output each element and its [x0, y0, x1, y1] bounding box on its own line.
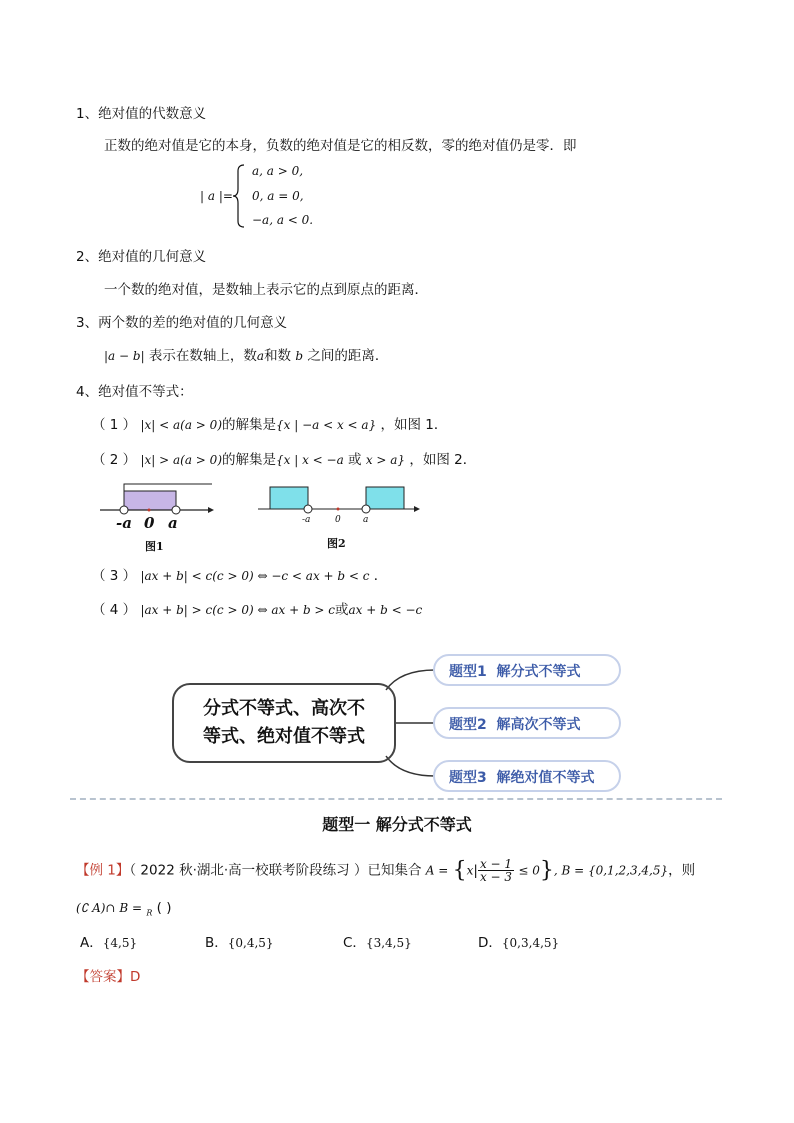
fig1-label-neg-a: -a — [116, 514, 132, 532]
fig2-label-a: a — [363, 515, 369, 525]
section-2-text: 一个数的绝对值，是数轴上表示它的点到原点的距离． — [104, 282, 428, 298]
formula-case-1: a, a > 0, — [252, 164, 304, 178]
inequality-item-2: （ 2 ） |x| > a(a > 0)的解集是{x | x < −a 或 x > a} ，如图 2． — [92, 452, 477, 468]
option-c[interactable]: C．{3,4,5} — [343, 935, 412, 951]
option-b[interactable]: B．{0,4,5} — [205, 935, 274, 951]
part-title: 题型一 解分式不等式 — [322, 815, 472, 834]
mindmap-center-node — [172, 683, 396, 763]
option-a[interactable]: A．{4,5} — [80, 935, 138, 951]
example-1-question: (∁ A)∩ B = $_R$ ( ) — [76, 900, 172, 918]
example-1-statement: 【例 1】（ 2022 秋·湖北·高一校联考阶段练习 ）已知集合 A = {x| $\frac{x - 1}{x - 3}$ ≤ 0}, B = {0,1,2,3,4,5}，则 — [76, 857, 696, 884]
option-d[interactable]: D．{0,3,4,5} — [478, 935, 560, 951]
number-line-figure-1 — [96, 478, 220, 522]
section-1-text: 正数的绝对值是它的本身，负数的绝对值是它的相反数，零的绝对值仍是零．即 — [104, 138, 577, 154]
section-4-heading: 4、绝对值不等式： — [76, 384, 193, 400]
mindmap-center-line-1: 分式不等式、高次不 — [203, 698, 365, 719]
curly-brace-icon — [232, 163, 246, 229]
example-tag: 【例 1】 — [76, 862, 130, 879]
formula-lhs: | a |= — [200, 189, 233, 203]
abs-diff-math: |a − b| — [104, 349, 145, 363]
fig2-label-neg-a: -a — [302, 515, 311, 525]
formula-case-3: −a, a < 0. — [252, 213, 314, 227]
mindmap-node-3: 题型3 解绝对值不等式 — [433, 760, 621, 792]
answer-tag: 【答案】 — [76, 969, 130, 985]
section-1-heading: 1、绝对值的代数意义 — [76, 106, 207, 122]
inequality-item-3: （ 3 ） |ax + b| < c(c > 0) ⇔ −c < ax + b < c ． — [92, 568, 388, 584]
inequality-item-1: （ 1 ） |x| < a(a > 0)的解集是{x | −a < x < a} ，如图 1． — [92, 417, 448, 433]
fig1-caption: 图1 — [145, 540, 164, 553]
section-3-heading: 3、两个数的差的绝对值的几何意义 — [76, 315, 288, 331]
formula-case-2: 0, a = 0, — [252, 189, 304, 203]
inequality-item-4: （ 4 ） |ax + b| > c(c > 0) ⇔ ax + b > c或ax + b < −c — [92, 602, 423, 618]
example-1-answer — [76, 965, 140, 985]
answer-value: D — [130, 969, 141, 985]
fig1-label-a: a — [168, 514, 178, 532]
number-line-figure-2 — [256, 482, 422, 518]
fig1-label-zero: 0 — [144, 514, 155, 532]
mindmap-center-line-2: 等式、绝对值不等式 — [203, 726, 365, 747]
mindmap-node-2: 题型2 解高次不等式 — [433, 707, 621, 739]
fig2-caption: 图2 — [327, 537, 346, 550]
section-3-text: |a − b| 表示在数轴上，数a和数 b 之间的距离． — [104, 348, 389, 364]
section-2-heading: 2、绝对值的几何意义 — [76, 249, 207, 265]
mindmap-node-1: 题型1 解分式不等式 — [433, 654, 621, 686]
fig2-label-zero: 0 — [335, 515, 341, 525]
section-divider — [70, 798, 722, 800]
